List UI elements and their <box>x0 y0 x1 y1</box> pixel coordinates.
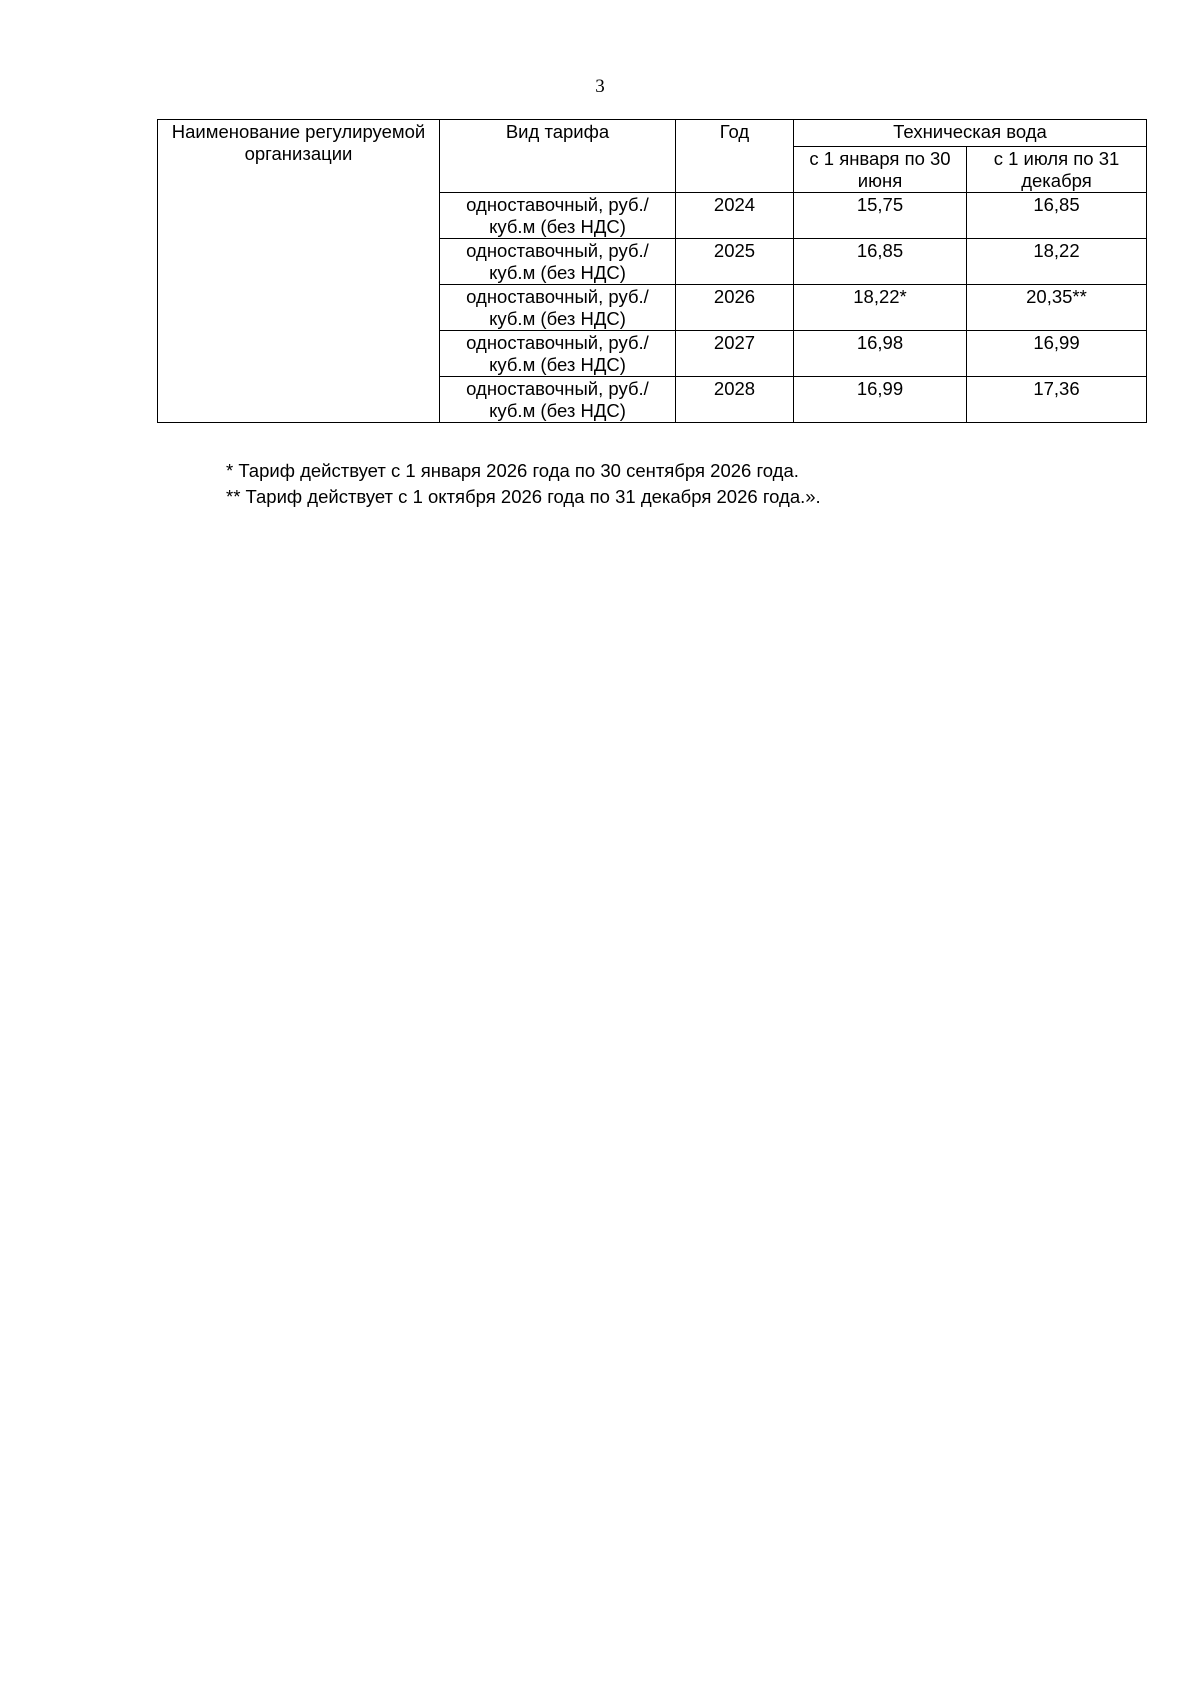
tariff-type-cell: одноставочный, руб./куб.м (без НДС) <box>440 239 676 285</box>
period-1-cell: 16,85 <box>794 239 967 285</box>
period-2-cell: 20,35** <box>967 285 1147 331</box>
year-cell: 2026 <box>676 285 794 331</box>
year-header: Год <box>676 120 794 193</box>
year-cell: 2025 <box>676 239 794 285</box>
tariff-table <box>157 119 1147 423</box>
year-cell: 2024 <box>676 193 794 239</box>
technical-water-header: Техническая вода <box>794 120 1147 147</box>
tariff-type-cell: одноставочный, руб./куб.м (без НДС) <box>440 193 676 239</box>
period-2-cell: 17,36 <box>967 377 1147 423</box>
period-1-cell: 16,99 <box>794 377 967 423</box>
period-2-cell: 18,22 <box>967 239 1147 285</box>
period-1-cell: 15,75 <box>794 193 967 239</box>
tariff-type-header: Вид тарифа <box>440 120 676 193</box>
footnote: ** Тариф действует с 1 октября 2026 года по 31 декабря 2026 года.». <box>226 486 821 507</box>
year-cell: 2028 <box>676 377 794 423</box>
period-1-header: с 1 января по 30 июня <box>794 147 967 193</box>
year-cell: 2027 <box>676 331 794 377</box>
tariff-type-cell: одноставочный, руб./куб.м (без НДС) <box>440 331 676 377</box>
footnote: * Тариф действует с 1 января 2026 года по 30 сентября 2026 года. <box>226 460 799 481</box>
period-2-cell: 16,85 <box>967 193 1147 239</box>
period-1-cell: 18,22* <box>794 285 967 331</box>
period-2-cell: 16,99 <box>967 331 1147 377</box>
page-number: 3 <box>595 76 605 97</box>
period-2-header: с 1 июля по 31 декабря <box>967 147 1147 193</box>
footnotes <box>226 458 821 510</box>
period-1-cell: 16,98 <box>794 331 967 377</box>
table-header-row <box>158 120 1147 147</box>
tariff-type-cell: одноставочный, руб./куб.м (без НДС) <box>440 377 676 423</box>
organization-header: Наименование регулируемой организации <box>158 120 440 423</box>
tariff-type-cell: одноставочный, руб./куб.м (без НДС) <box>440 285 676 331</box>
